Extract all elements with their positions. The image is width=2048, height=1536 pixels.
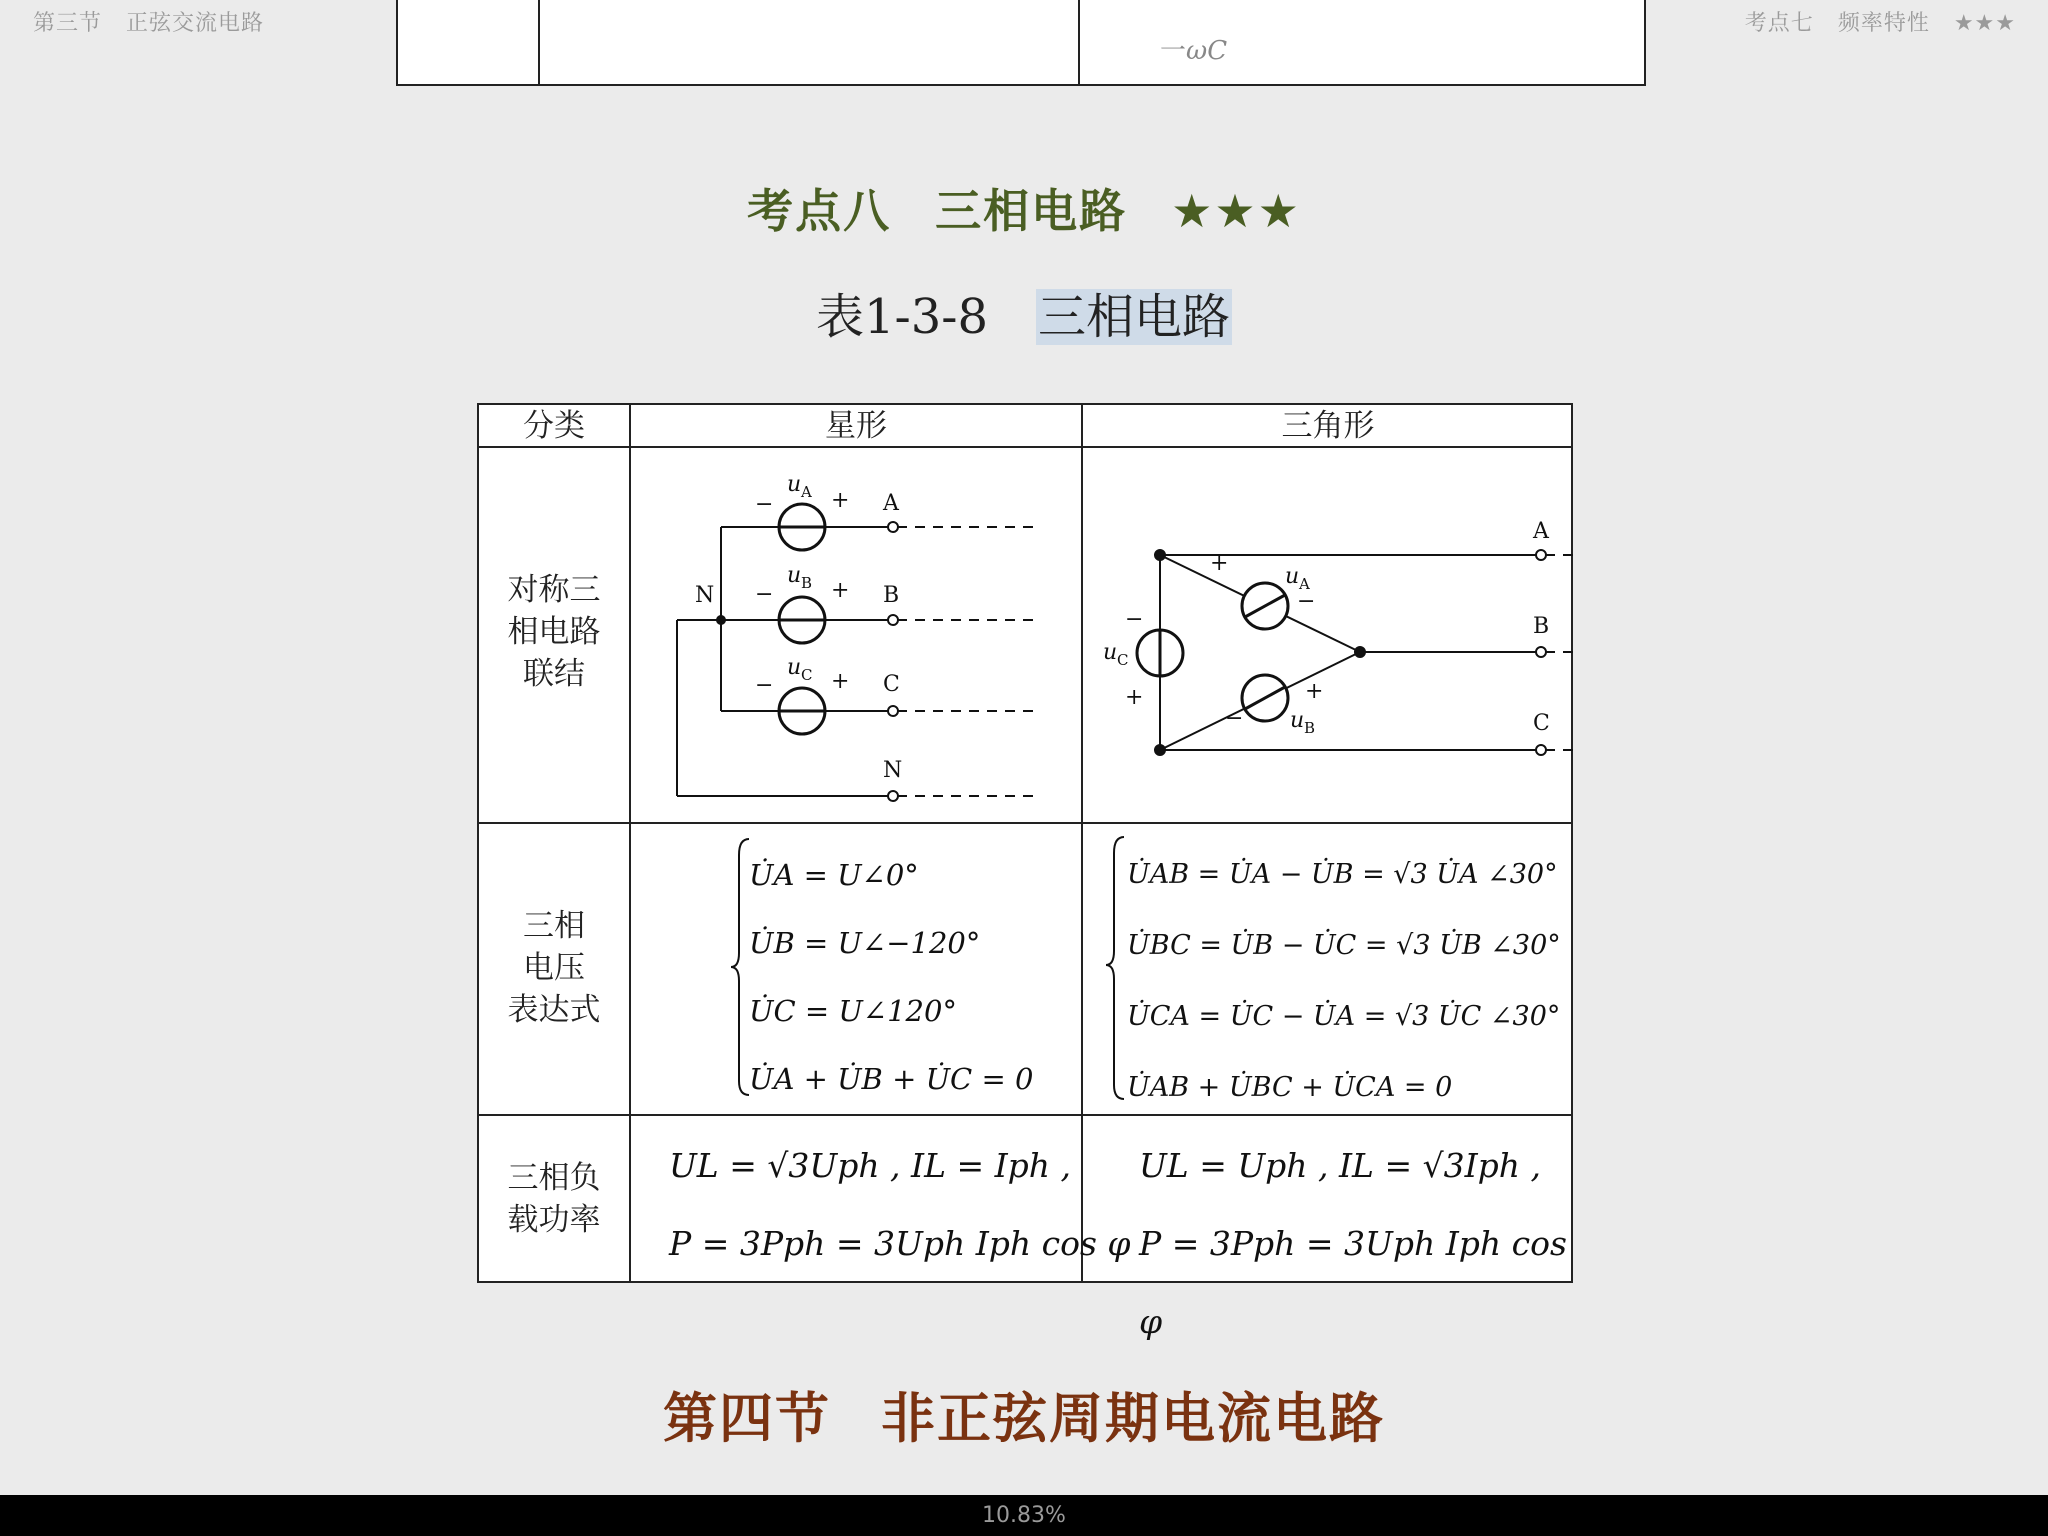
svg-text:C: C bbox=[1533, 711, 1550, 736]
svg-text:−: − bbox=[755, 673, 774, 698]
delta-power-total: P = 3Pph = 3Uph Iph cos φ bbox=[1139, 1224, 1567, 1341]
svg-text:N: N bbox=[883, 758, 903, 783]
delta-voltage-sum: U̇AB + U̇BC + U̇CA = 0 bbox=[1127, 1072, 1453, 1103]
previous-table-fragment bbox=[396, 0, 1646, 86]
star-voltage-formulas bbox=[749, 841, 1033, 1113]
delta-voltage-brace bbox=[1106, 837, 1124, 1099]
delta-power-formulas bbox=[1139, 1127, 1571, 1361]
three-phase-table bbox=[477, 403, 1573, 1341]
formula-fragment: 一ωC bbox=[1160, 36, 1228, 66]
svg-text:C: C bbox=[801, 666, 813, 684]
svg-text:u: u bbox=[1290, 708, 1305, 733]
section-title-text: 非正弦周期电流电路 bbox=[881, 1387, 1385, 1450]
star-voltage-b: U̇B = U∠−120° bbox=[749, 926, 981, 960]
delta-labels bbox=[1103, 519, 1550, 737]
progress-percent: 10.83% bbox=[982, 1503, 1066, 1528]
svg-text:+: + bbox=[1305, 679, 1324, 704]
svg-text:u: u bbox=[1285, 564, 1300, 589]
section-title: 正弦交流电路 bbox=[126, 11, 265, 36]
header-star: 星形 bbox=[825, 408, 887, 444]
table-title-highlighted[interactable]: 三相电路 bbox=[1038, 289, 1231, 345]
kaodian-heading bbox=[0, 175, 2048, 241]
svg-text:+: + bbox=[831, 669, 850, 694]
svg-text:A: A bbox=[1299, 575, 1310, 593]
table-number: 表1-3-8 bbox=[815, 289, 989, 345]
running-header-left bbox=[33, 6, 288, 37]
header-delta: 三角形 bbox=[1281, 408, 1375, 444]
svg-text:B: B bbox=[883, 583, 900, 608]
section-number: 第三节 bbox=[33, 11, 103, 36]
svg-text:u: u bbox=[1103, 640, 1118, 665]
svg-text:N: N bbox=[695, 583, 715, 608]
section-heading bbox=[0, 1376, 2048, 1453]
row-label-voltage: 三相 电压 表达式 bbox=[507, 908, 601, 1028]
kaodian-title: 三相电路 bbox=[935, 184, 1128, 238]
svg-text:A: A bbox=[1533, 519, 1549, 544]
star-voltage-sum: U̇A + U̇B + U̇C = 0 bbox=[749, 1062, 1034, 1096]
svg-text:+: + bbox=[1125, 685, 1144, 710]
svg-text:−: − bbox=[1297, 589, 1316, 614]
svg-text:u: u bbox=[787, 563, 802, 588]
svg-text:−: − bbox=[755, 492, 774, 517]
row-label-power: 三相负 载功率 bbox=[507, 1160, 601, 1238]
row-label-connection: 对称三 相电路 联结 bbox=[507, 572, 601, 692]
svg-text:u: u bbox=[787, 472, 802, 497]
svg-text:+: + bbox=[1210, 551, 1229, 576]
delta-circuit-diagram bbox=[1137, 550, 1575, 755]
svg-text:−: − bbox=[1225, 706, 1244, 731]
delta-voltage-ab: U̇AB = U̇A − U̇B = √3 U̇A ∠30° bbox=[1127, 859, 1558, 890]
svg-text:−: − bbox=[755, 582, 774, 607]
section-label: 第四节 bbox=[663, 1387, 831, 1450]
svg-text:C: C bbox=[883, 672, 900, 697]
rating-stars: ★★★ bbox=[1953, 11, 2016, 36]
kaodian-stars: ★★★ bbox=[1171, 184, 1301, 238]
delta-voltage-bc: U̇BC = U̇B − U̇C = √3 U̇B ∠30° bbox=[1127, 930, 1561, 961]
reading-progress-bar[interactable] bbox=[0, 1495, 2048, 1536]
kaodian-title: 频率特性 bbox=[1837, 11, 1930, 36]
svg-text:A: A bbox=[883, 491, 899, 516]
star-power-formulas bbox=[669, 1127, 1131, 1283]
svg-text:+: + bbox=[831, 578, 850, 603]
kaodian-number: 考点七 bbox=[1744, 11, 1814, 36]
delta-power-relations: UL = Uph , IL = √3Iph , bbox=[1139, 1146, 1542, 1185]
header-category: 分类 bbox=[523, 408, 585, 444]
kaodian-label: 考点八 bbox=[747, 184, 892, 238]
delta-voltage-formulas bbox=[1127, 839, 1561, 1123]
svg-text:+: + bbox=[831, 488, 850, 513]
star-power-relations: UL = √3Uph , IL = Iph , bbox=[669, 1146, 1072, 1185]
svg-text:C: C bbox=[1117, 651, 1129, 669]
star-voltage-a: U̇A = U∠0° bbox=[749, 858, 919, 892]
svg-text:−: − bbox=[1125, 607, 1144, 632]
svg-text:B: B bbox=[801, 574, 813, 592]
delta-voltage-ca: U̇CA = U̇C − U̇A = √3 U̇C ∠30° bbox=[1127, 1001, 1561, 1032]
svg-text:B: B bbox=[1533, 614, 1550, 639]
star-circuit-diagram bbox=[677, 504, 1039, 801]
svg-text:u: u bbox=[787, 655, 802, 680]
svg-text:A: A bbox=[801, 483, 812, 501]
svg-text:B: B bbox=[1304, 719, 1316, 737]
star-power-total: P = 3Pph = 3Uph Iph cos φ bbox=[669, 1224, 1131, 1263]
running-header-right bbox=[1745, 6, 2016, 37]
table-caption bbox=[0, 278, 2048, 347]
star-voltage-brace bbox=[731, 839, 749, 1095]
star-voltage-c: U̇C = U∠120° bbox=[749, 994, 957, 1028]
